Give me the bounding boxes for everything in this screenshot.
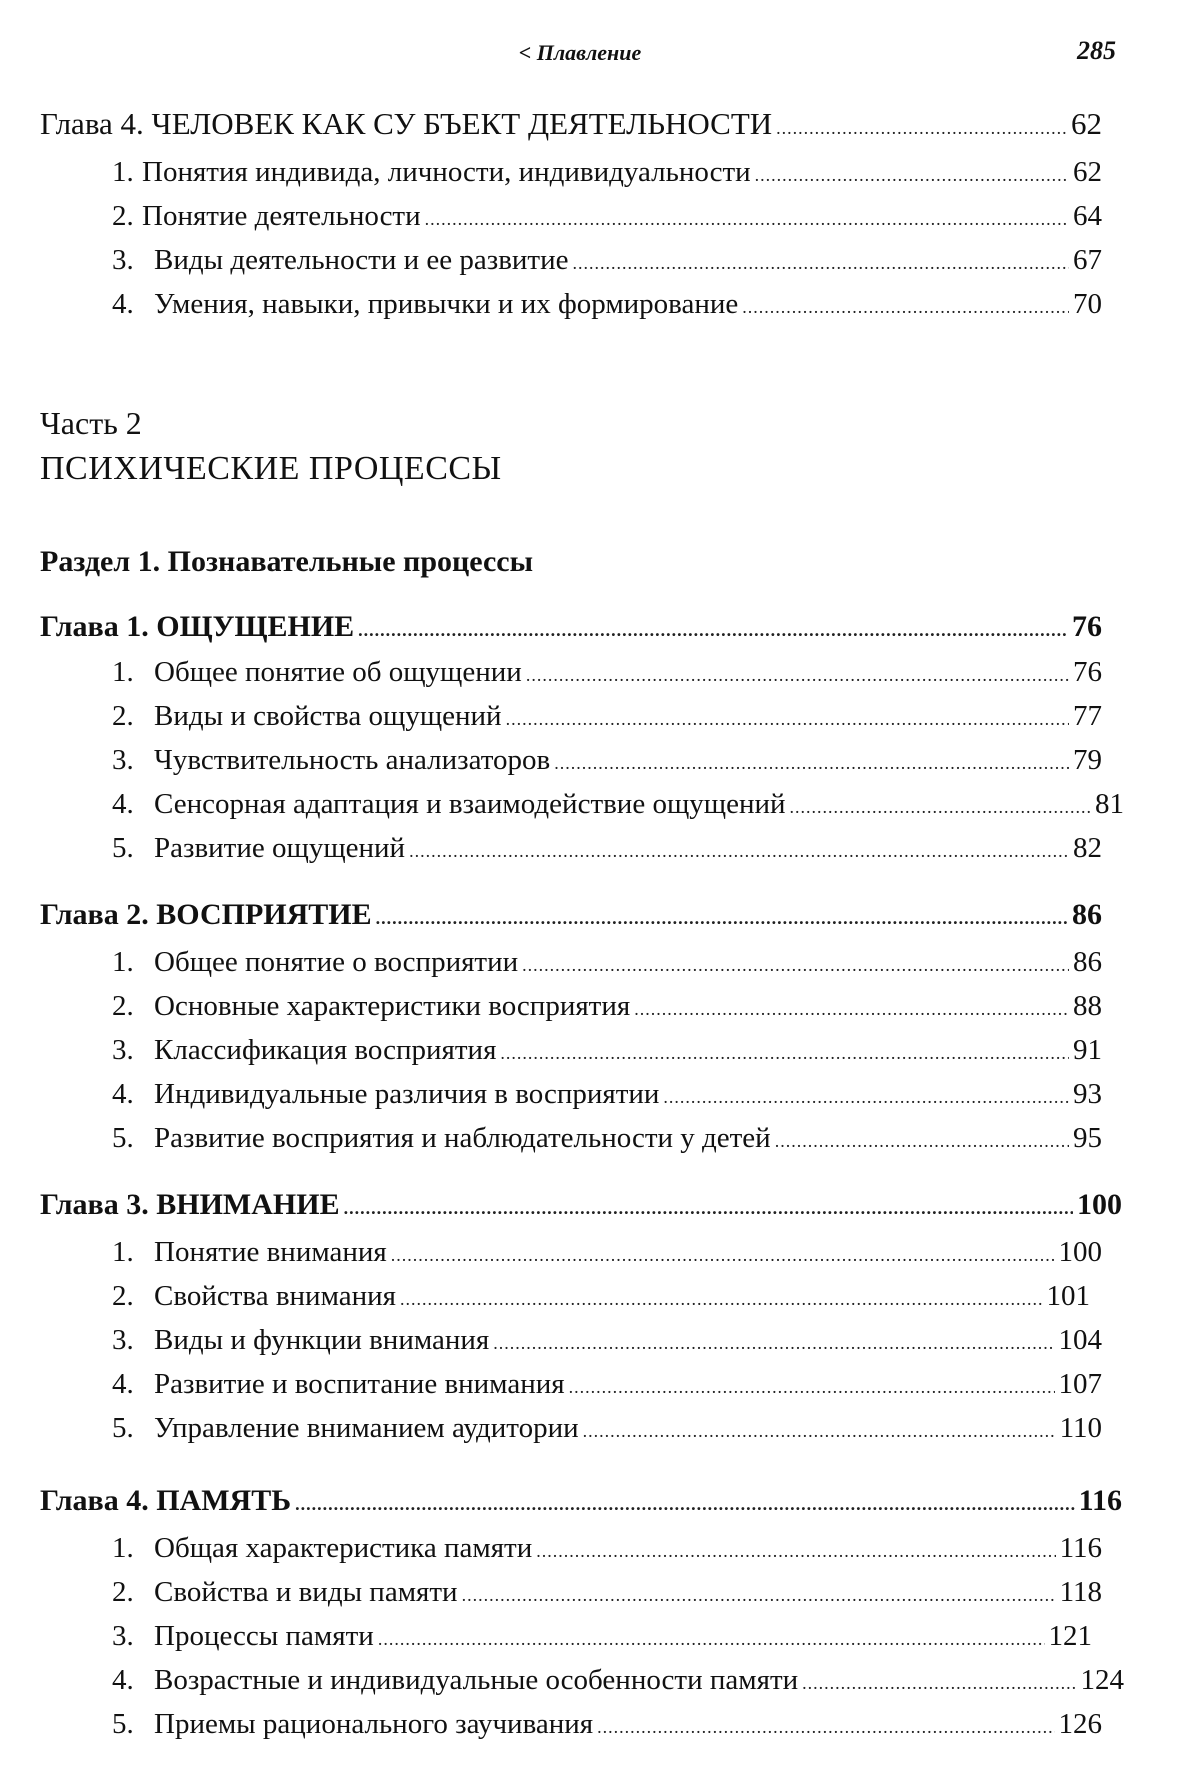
toc-item-number: 4. bbox=[112, 1078, 134, 1110]
toc-item-number: 1. bbox=[112, 1532, 134, 1564]
running-header-title: < Плавление bbox=[518, 40, 642, 65]
toc-page-ref: 67 bbox=[1073, 244, 1102, 276]
toc-page-ref: 86 bbox=[1072, 898, 1102, 931]
toc-item[interactable] bbox=[112, 1710, 1102, 1739]
part-title: ПСИХИЧЕСКИЕ ПРОЦЕССЫ bbox=[40, 450, 502, 487]
toc-item[interactable] bbox=[112, 948, 1102, 977]
toc-item[interactable] bbox=[112, 290, 1102, 319]
dot-leader bbox=[295, 1495, 1075, 1513]
toc-item-number: 2. bbox=[112, 990, 134, 1022]
dot-leader bbox=[663, 1088, 1069, 1106]
toc-item-title: Понятия индивида, личности, индивидуальности bbox=[142, 156, 751, 188]
toc-page-ref: 62 bbox=[1071, 106, 1102, 141]
toc-item-title: Развитие восприятия и наблюдательности у детей bbox=[154, 1122, 771, 1154]
toc-item-title: Приемы рационального заучивания bbox=[154, 1708, 594, 1740]
toc-page-ref: 79 bbox=[1073, 744, 1102, 776]
toc-chapter-entry[interactable] bbox=[40, 612, 1102, 642]
toc-page-ref: 95 bbox=[1073, 1122, 1102, 1154]
toc-item[interactable] bbox=[112, 1326, 1102, 1355]
toc-item-title: Классификация восприятия bbox=[154, 1034, 497, 1066]
toc-item-number: 3. bbox=[112, 1620, 134, 1652]
toc-item-title: Развитие ощущений bbox=[154, 832, 406, 864]
toc-item[interactable] bbox=[112, 1414, 1102, 1443]
dot-leader bbox=[409, 842, 1069, 860]
toc-page-ref: 77 bbox=[1073, 700, 1102, 732]
toc-page-ref: 100 bbox=[1077, 1188, 1122, 1221]
toc-item-title: Общая характеристика памяти bbox=[154, 1532, 533, 1564]
toc-item-title: Процессы памяти bbox=[154, 1620, 374, 1652]
dot-leader bbox=[391, 1246, 1055, 1264]
dot-leader bbox=[569, 1378, 1055, 1396]
toc-page-ref: 121 bbox=[1048, 1620, 1092, 1652]
dot-leader bbox=[802, 1674, 1076, 1692]
toc-item-number: 5. bbox=[112, 1122, 134, 1154]
toc-item-title: Общее понятие об ощущении bbox=[154, 656, 522, 688]
toc-item[interactable] bbox=[112, 1370, 1102, 1399]
dot-leader bbox=[500, 1044, 1069, 1062]
toc-item-number: 3. bbox=[112, 1324, 134, 1356]
toc-item[interactable] bbox=[112, 1282, 1090, 1311]
toc-page-ref: 76 bbox=[1072, 610, 1102, 643]
toc-page-ref: 100 bbox=[1058, 1236, 1102, 1268]
toc-page-ref: 126 bbox=[1058, 1708, 1102, 1740]
toc-item-number: 4. bbox=[112, 1368, 134, 1400]
toc-item[interactable] bbox=[112, 202, 1102, 231]
dot-leader bbox=[462, 1586, 1056, 1604]
toc-page-ref: 88 bbox=[1073, 990, 1102, 1022]
dot-leader bbox=[776, 119, 1067, 137]
toc-item[interactable] bbox=[112, 790, 1124, 819]
dot-leader bbox=[506, 710, 1069, 728]
toc-item-number: 2. bbox=[112, 1280, 134, 1312]
toc-item[interactable] bbox=[112, 1578, 1102, 1607]
toc-item[interactable] bbox=[112, 158, 1102, 187]
toc-item-number: 1. bbox=[112, 946, 134, 978]
dot-leader bbox=[790, 798, 1091, 816]
toc-item[interactable] bbox=[112, 834, 1102, 863]
toc-item-title: Чувствительность анализаторов bbox=[154, 744, 551, 776]
toc-item-title: Понятие деятельности bbox=[142, 200, 421, 232]
dot-leader bbox=[522, 956, 1069, 974]
dot-leader bbox=[775, 1132, 1069, 1150]
toc-item[interactable] bbox=[112, 992, 1102, 1021]
toc-item-title: Развитие и воспитание внимания bbox=[154, 1368, 565, 1400]
dot-leader bbox=[755, 166, 1069, 184]
toc-page-ref: 116 bbox=[1078, 1484, 1122, 1517]
toc-item-title: Свойства внимания bbox=[154, 1280, 396, 1312]
toc-item-number: 5. bbox=[112, 1708, 134, 1740]
toc-item-title: Виды и свойства ощущений bbox=[154, 700, 502, 732]
dot-leader bbox=[536, 1542, 1055, 1560]
toc-chapter-entry[interactable] bbox=[40, 900, 1102, 930]
toc-item-title: Свойства и виды памяти bbox=[154, 1576, 458, 1608]
toc-item-title: Виды и функции внимания bbox=[154, 1324, 490, 1356]
toc-item-number: 2. bbox=[112, 1576, 134, 1608]
toc-item-number: 4. bbox=[112, 788, 134, 820]
toc-page-ref: 118 bbox=[1059, 1576, 1102, 1608]
toc-chapter-entry[interactable] bbox=[40, 108, 1102, 139]
toc-item-title: Виды деятельности и ее развитие bbox=[154, 244, 569, 276]
toc-page-ref: 107 bbox=[1058, 1368, 1102, 1400]
dot-leader bbox=[344, 1199, 1073, 1217]
part-label: Часть 2 bbox=[40, 405, 142, 441]
toc-page-ref: 86 bbox=[1073, 946, 1102, 978]
dot-leader bbox=[358, 621, 1068, 639]
toc-item-title: Сенсорная адаптация и взаимодействие ощущений bbox=[154, 788, 786, 820]
toc-page-ref: 124 bbox=[1080, 1664, 1124, 1696]
toc-chapter-entry[interactable] bbox=[40, 1190, 1122, 1220]
dot-leader bbox=[597, 1718, 1054, 1736]
dot-leader bbox=[742, 298, 1069, 316]
dot-leader bbox=[634, 1000, 1069, 1018]
toc-item-title: Возрастные и индивидуальные особенности памяти bbox=[154, 1664, 799, 1696]
toc-page-ref: 110 bbox=[1059, 1412, 1102, 1444]
toc-chapter-title: Глава 3. ВНИМАНИЕ bbox=[40, 1188, 340, 1221]
dot-leader bbox=[400, 1290, 1043, 1308]
dot-leader bbox=[493, 1334, 1054, 1352]
dot-leader bbox=[572, 254, 1069, 272]
section-title: Раздел 1. Познавательные процессы bbox=[40, 545, 534, 578]
toc-item-number: 3. bbox=[112, 744, 134, 776]
toc-page-ref: 70 bbox=[1073, 288, 1102, 320]
dot-leader bbox=[583, 1422, 1056, 1440]
toc-chapter-title: Глава 2. ВОСПРИЯТИЕ bbox=[40, 898, 372, 931]
toc-item-title: Общее понятие о восприятии bbox=[154, 946, 519, 978]
running-header bbox=[0, 34, 1200, 74]
toc-item-number: 5. bbox=[112, 1412, 134, 1444]
toc-item[interactable] bbox=[112, 702, 1102, 731]
toc-item-title: Основные характеристики восприятия bbox=[154, 990, 631, 1022]
toc-item-number: 4. bbox=[112, 1664, 134, 1696]
toc-page-ref: 82 bbox=[1073, 832, 1102, 864]
toc-item[interactable] bbox=[112, 1534, 1102, 1563]
toc-page-ref: 64 bbox=[1073, 200, 1102, 232]
page-number: 285 bbox=[1077, 36, 1116, 65]
toc-item[interactable] bbox=[112, 658, 1102, 687]
toc-item[interactable] bbox=[112, 1080, 1102, 1109]
toc-item[interactable] bbox=[112, 1666, 1124, 1695]
toc-chapter-title: Глава 4. ЧЕЛОВЕК КАК СУ БЪЕКТ ДЕЯТЕЛЬНОСТИ bbox=[40, 106, 773, 141]
toc-chapter-title: Глава 4. ПАМЯТЬ bbox=[40, 1484, 292, 1517]
toc-item-title: Умения, навыки, привычки и их формирование bbox=[154, 288, 739, 320]
toc-page-ref: 76 bbox=[1073, 656, 1102, 688]
toc-page-ref: 101 bbox=[1046, 1280, 1090, 1312]
dot-leader bbox=[526, 666, 1069, 684]
toc-item[interactable] bbox=[112, 1238, 1102, 1267]
toc-item[interactable] bbox=[112, 246, 1102, 275]
toc-item-number: 1. bbox=[112, 656, 134, 688]
toc-item-number: 4. bbox=[112, 288, 134, 320]
toc-page-ref: 91 bbox=[1073, 1034, 1102, 1066]
toc-item[interactable] bbox=[112, 1622, 1092, 1651]
toc-item-number: 1. bbox=[112, 156, 134, 188]
toc-item[interactable] bbox=[112, 746, 1102, 775]
dot-leader bbox=[554, 754, 1069, 772]
toc-page-ref: 81 bbox=[1095, 788, 1124, 820]
toc-chapter-entry[interactable] bbox=[40, 1486, 1122, 1516]
toc-item[interactable] bbox=[112, 1124, 1102, 1153]
toc-item-number: 2. bbox=[112, 200, 134, 232]
toc-item-title: Управление вниманием аудитории bbox=[154, 1412, 579, 1444]
toc-page-ref: 93 bbox=[1073, 1078, 1102, 1110]
toc-item-number: 3. bbox=[112, 1034, 134, 1066]
dot-leader bbox=[378, 1630, 1045, 1648]
toc-item-title: Понятие внимания bbox=[154, 1236, 387, 1268]
toc-item-number: 1. bbox=[112, 1236, 134, 1268]
toc-page-ref: 116 bbox=[1059, 1532, 1102, 1564]
toc-item-title: Индивидуальные различия в восприятии bbox=[154, 1078, 660, 1110]
toc-item-number: 5. bbox=[112, 832, 134, 864]
dot-leader bbox=[425, 210, 1069, 228]
toc-chapter-title: Глава 1. ОЩУЩЕНИЕ bbox=[40, 610, 355, 643]
toc-item-number: 2. bbox=[112, 700, 134, 732]
dot-leader bbox=[376, 909, 1068, 927]
toc-page-ref: 62 bbox=[1073, 156, 1102, 188]
toc-item-number: 3. bbox=[112, 244, 134, 276]
toc-item[interactable] bbox=[112, 1036, 1102, 1065]
toc-page-ref: 104 bbox=[1058, 1324, 1102, 1356]
